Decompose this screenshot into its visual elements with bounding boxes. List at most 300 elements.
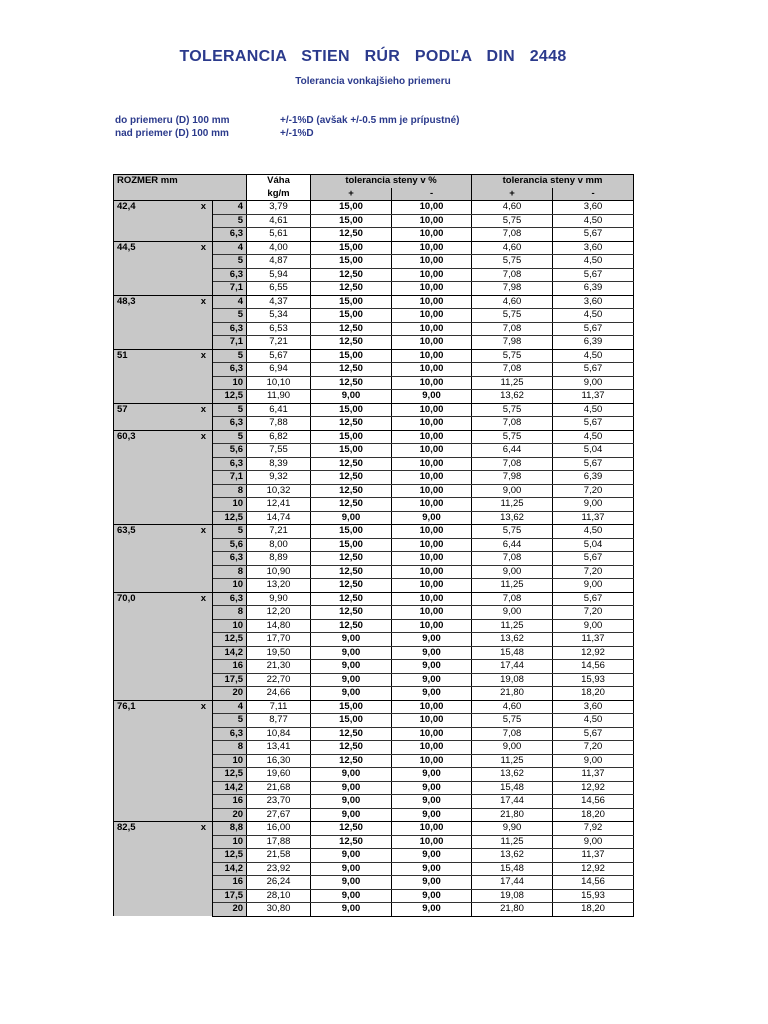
tol-pct-minus-cell: 9,00	[392, 862, 472, 876]
weight-kg-m-cell: 6,94	[247, 363, 311, 377]
tol-mm-minus-cell: 9,00	[553, 835, 634, 849]
tol-pct-minus-cell: 10,00	[392, 835, 472, 849]
tol-pct-minus-cell: 9,00	[392, 646, 472, 660]
weight-kg-m-cell: 8,39	[247, 457, 311, 471]
tol-mm-minus-cell: 15,93	[553, 889, 634, 903]
weight-kg-m-cell: 7,55	[247, 444, 311, 458]
wall-thickness-cell: 6,3	[213, 592, 247, 606]
tol-mm-minus-cell: 3,60	[553, 700, 634, 714]
tol-pct-minus-cell: 10,00	[392, 430, 472, 444]
tol-mm-minus-cell: 7,20	[553, 565, 634, 579]
tol-pct-plus-cell: 12,50	[311, 822, 392, 836]
tol-mm-plus-cell: 11,25	[472, 619, 553, 633]
wall-thickness-cell: 20	[213, 687, 247, 701]
times-sign: x	[200, 822, 206, 833]
header-tol-mm: tolerancia steny v mm	[472, 175, 634, 188]
tol-pct-minus-cell: 10,00	[392, 565, 472, 579]
tol-mm-minus-cell: 18,20	[553, 808, 634, 822]
note-label: do priemeru (D) 100 mm	[115, 115, 230, 126]
diameter-cell	[114, 822, 213, 917]
diameter-value: 63,5	[117, 525, 136, 536]
tol-pct-minus-cell: 10,00	[392, 295, 472, 309]
tol-pct-plus-cell: 12,50	[311, 835, 392, 849]
diameter-value: 60,3	[117, 430, 136, 442]
tol-mm-plus-cell: 7,08	[472, 363, 553, 377]
tol-pct-minus-cell: 10,00	[392, 322, 472, 336]
tol-pct-minus-cell: 10,00	[392, 579, 472, 593]
weight-kg-m-cell: 8,89	[247, 552, 311, 566]
weight-kg-m-cell: 13,20	[247, 579, 311, 593]
tol-pct-plus-cell: 12,50	[311, 579, 392, 593]
tol-pct-minus-cell: 10,00	[392, 484, 472, 498]
wall-thickness-cell: 10	[213, 754, 247, 768]
diameter-value: 44,5	[117, 241, 136, 253]
weight-kg-m-cell: 30,80	[247, 903, 311, 917]
wall-thickness-cell: 5	[213, 714, 247, 728]
tol-pct-plus-cell: 9,00	[311, 808, 392, 822]
tol-pct-minus-cell: 10,00	[392, 741, 472, 755]
table-body	[114, 201, 634, 917]
tol-pct-minus-cell: 10,00	[392, 214, 472, 228]
tol-mm-minus-cell: 3,60	[553, 295, 634, 309]
wall-thickness-cell: 16	[213, 876, 247, 890]
tol-pct-plus-cell: 15,00	[311, 538, 392, 552]
tol-pct-minus-cell: 10,00	[392, 754, 472, 768]
tol-mm-plus-cell: 7,08	[472, 457, 553, 471]
header-row	[114, 175, 634, 188]
tol-mm-plus-cell: 7,08	[472, 228, 553, 242]
tol-pct-minus-cell: 10,00	[392, 727, 472, 741]
tol-mm-plus-cell: 19,08	[472, 889, 553, 903]
times-sign: x	[200, 241, 206, 253]
weight-kg-m-cell: 24,66	[247, 687, 311, 701]
tol-mm-minus-cell: 6,39	[553, 471, 634, 485]
tol-mm-minus-cell: 9,00	[553, 579, 634, 593]
weight-kg-m-cell: 14,74	[247, 511, 311, 525]
weight-kg-m-cell: 7,21	[247, 525, 311, 539]
tol-mm-minus-cell: 3,60	[553, 241, 634, 255]
tol-pct-plus-cell: 12,50	[311, 565, 392, 579]
tol-pct-plus-cell: 9,00	[311, 849, 392, 863]
tol-pct-minus-cell: 10,00	[392, 700, 472, 714]
weight-kg-m-cell: 17,70	[247, 633, 311, 647]
tol-pct-minus-cell: 9,00	[392, 390, 472, 404]
tol-pct-plus-cell: 15,00	[311, 309, 392, 323]
tol-mm-minus-cell: 14,56	[553, 876, 634, 890]
wall-thickness-cell: 12,5	[213, 768, 247, 782]
tol-pct-plus-cell: 9,00	[311, 903, 392, 917]
tol-mm-minus-cell: 3,60	[553, 201, 634, 215]
tol-mm-minus-cell: 18,20	[553, 687, 634, 701]
tol-mm-plus-cell: 7,98	[472, 282, 553, 296]
wall-thickness-cell: 5	[213, 349, 247, 363]
diameter-cell	[114, 241, 213, 295]
tol-pct-minus-cell: 9,00	[392, 808, 472, 822]
tol-mm-plus-cell: 17,44	[472, 795, 553, 809]
tol-pct-plus-cell: 12,50	[311, 417, 392, 431]
tol-mm-minus-cell: 4,50	[553, 309, 634, 323]
tol-mm-plus-cell: 6,44	[472, 538, 553, 552]
tol-pct-plus-cell: 15,00	[311, 444, 392, 458]
weight-kg-m-cell: 11,90	[247, 390, 311, 404]
weight-kg-m-cell: 19,50	[247, 646, 311, 660]
tol-pct-minus-cell: 10,00	[392, 268, 472, 282]
diameter-cell	[114, 201, 213, 242]
page-subtitle: Tolerancia vonkajšieho priemeru	[295, 76, 451, 87]
tol-mm-minus-cell: 4,50	[553, 403, 634, 417]
wall-thickness-cell: 6,3	[213, 727, 247, 741]
wall-thickness-cell: 6,3	[213, 417, 247, 431]
wall-thickness-cell: 6,3	[213, 363, 247, 377]
tol-mm-plus-cell: 5,75	[472, 525, 553, 539]
tol-pct-plus-cell: 12,50	[311, 619, 392, 633]
tol-mm-plus-cell: 5,75	[472, 255, 553, 269]
diameter-cell	[114, 592, 213, 700]
tol-mm-minus-cell: 18,20	[553, 903, 634, 917]
wall-thickness-cell: 16	[213, 795, 247, 809]
tol-pct-plus-cell: 12,50	[311, 592, 392, 606]
wall-thickness-cell: 17,5	[213, 673, 247, 687]
tol-mm-minus-cell: 5,67	[553, 457, 634, 471]
weight-kg-m-cell: 6,82	[247, 430, 311, 444]
tol-mm-minus-cell: 6,39	[553, 282, 634, 296]
tol-pct-minus-cell: 10,00	[392, 228, 472, 242]
weight-kg-m-cell: 5,34	[247, 309, 311, 323]
tol-mm-plus-cell: 21,80	[472, 687, 553, 701]
wall-thickness-cell: 5	[213, 525, 247, 539]
table-row	[114, 592, 634, 606]
tol-mm-plus-cell: 5,75	[472, 309, 553, 323]
tol-mm-minus-cell: 5,67	[553, 552, 634, 566]
tol-mm-plus-cell: 13,62	[472, 511, 553, 525]
tol-mm-minus-cell: 5,67	[553, 417, 634, 431]
tol-pct-minus-cell: 9,00	[392, 876, 472, 890]
tol-mm-plus-cell: 7,08	[472, 268, 553, 282]
tol-pct-minus-cell: 10,00	[392, 241, 472, 255]
tol-pct-plus-cell: 15,00	[311, 525, 392, 539]
weight-kg-m-cell: 16,00	[247, 822, 311, 836]
weight-kg-m-cell: 8,00	[247, 538, 311, 552]
tol-mm-plus-cell: 11,25	[472, 754, 553, 768]
tol-mm-plus-cell: 11,25	[472, 835, 553, 849]
header-pct-minus: -	[392, 188, 472, 201]
weight-kg-m-cell: 10,32	[247, 484, 311, 498]
tol-pct-minus-cell: 9,00	[392, 660, 472, 674]
table-row	[114, 241, 634, 255]
tol-pct-plus-cell: 12,50	[311, 727, 392, 741]
wall-thickness-cell: 4	[213, 700, 247, 714]
tol-pct-minus-cell: 10,00	[392, 592, 472, 606]
wall-thickness-cell: 5	[213, 430, 247, 444]
tol-pct-plus-cell: 12,50	[311, 322, 392, 336]
weight-kg-m-cell: 9,32	[247, 471, 311, 485]
header-vaha-unit: kg/m	[247, 188, 311, 201]
tol-pct-minus-cell: 9,00	[392, 768, 472, 782]
diameter-value: 82,5	[117, 822, 136, 833]
wall-thickness-cell: 6,3	[213, 268, 247, 282]
tol-pct-minus-cell: 10,00	[392, 714, 472, 728]
tol-mm-minus-cell: 12,92	[553, 781, 634, 795]
table-row	[114, 822, 634, 836]
weight-kg-m-cell: 26,24	[247, 876, 311, 890]
tol-mm-minus-cell: 4,50	[553, 714, 634, 728]
wall-thickness-cell: 5	[213, 309, 247, 323]
tol-mm-plus-cell: 13,62	[472, 768, 553, 782]
tol-mm-minus-cell: 7,20	[553, 741, 634, 755]
weight-kg-m-cell: 10,84	[247, 727, 311, 741]
tol-pct-plus-cell: 9,00	[311, 660, 392, 674]
tol-mm-minus-cell: 4,50	[553, 525, 634, 539]
tol-mm-minus-cell: 5,67	[553, 727, 634, 741]
weight-kg-m-cell: 4,87	[247, 255, 311, 269]
weight-kg-m-cell: 16,30	[247, 754, 311, 768]
wall-thickness-cell: 4	[213, 295, 247, 309]
diameter-cell	[114, 403, 213, 430]
weight-kg-m-cell: 21,68	[247, 781, 311, 795]
diameter-value: 42,4	[117, 201, 136, 212]
diameter-cell	[114, 349, 213, 403]
tol-pct-plus-cell: 12,50	[311, 363, 392, 377]
times-sign: x	[200, 525, 206, 536]
tol-mm-plus-cell: 7,08	[472, 592, 553, 606]
times-sign: x	[200, 592, 206, 604]
tol-mm-minus-cell: 11,37	[553, 390, 634, 404]
tol-mm-plus-cell: 15,48	[472, 862, 553, 876]
tol-mm-plus-cell: 7,98	[472, 336, 553, 350]
weight-kg-m-cell: 13,41	[247, 741, 311, 755]
header-rozmer-blank	[114, 188, 247, 201]
tol-pct-minus-cell: 9,00	[392, 795, 472, 809]
tol-pct-plus-cell: 12,50	[311, 471, 392, 485]
tol-pct-plus-cell: 9,00	[311, 633, 392, 647]
weight-kg-m-cell: 7,21	[247, 336, 311, 350]
tol-pct-plus-cell: 9,00	[311, 876, 392, 890]
tol-mm-minus-cell: 5,67	[553, 322, 634, 336]
tol-pct-minus-cell: 10,00	[392, 822, 472, 836]
wall-thickness-cell: 5,6	[213, 538, 247, 552]
wall-thickness-cell: 6,3	[213, 322, 247, 336]
weight-kg-m-cell: 5,94	[247, 268, 311, 282]
tol-pct-plus-cell: 15,00	[311, 700, 392, 714]
wall-thickness-cell: 14,2	[213, 781, 247, 795]
tol-mm-minus-cell: 5,67	[553, 363, 634, 377]
wall-thickness-cell: 20	[213, 808, 247, 822]
wall-thickness-cell: 12,5	[213, 849, 247, 863]
tol-pct-plus-cell: 9,00	[311, 862, 392, 876]
tolerance-table	[113, 174, 634, 917]
tol-pct-plus-cell: 12,50	[311, 498, 392, 512]
times-sign: x	[200, 430, 206, 442]
tol-mm-plus-cell: 17,44	[472, 660, 553, 674]
tol-mm-minus-cell: 14,56	[553, 795, 634, 809]
tol-mm-plus-cell: 11,25	[472, 498, 553, 512]
tol-mm-minus-cell: 11,37	[553, 849, 634, 863]
tol-mm-minus-cell: 5,67	[553, 592, 634, 606]
tol-pct-plus-cell: 15,00	[311, 241, 392, 255]
wall-thickness-cell: 5,6	[213, 444, 247, 458]
weight-kg-m-cell: 23,92	[247, 862, 311, 876]
tol-pct-plus-cell: 15,00	[311, 403, 392, 417]
tol-pct-minus-cell: 10,00	[392, 282, 472, 296]
weight-kg-m-cell: 5,61	[247, 228, 311, 242]
tol-mm-plus-cell: 4,60	[472, 700, 553, 714]
diameter-value: 57	[117, 403, 128, 415]
wall-thickness-cell: 8	[213, 484, 247, 498]
tol-pct-plus-cell: 12,50	[311, 741, 392, 755]
wall-thickness-cell: 5	[213, 214, 247, 228]
tol-mm-plus-cell: 7,08	[472, 552, 553, 566]
weight-kg-m-cell: 6,41	[247, 403, 311, 417]
weight-kg-m-cell: 22,70	[247, 673, 311, 687]
wall-thickness-cell: 10	[213, 619, 247, 633]
tol-pct-plus-cell: 9,00	[311, 781, 392, 795]
table-row	[114, 430, 634, 444]
tol-mm-plus-cell: 9,00	[472, 484, 553, 498]
wall-thickness-cell: 6,3	[213, 228, 247, 242]
tol-mm-minus-cell: 5,04	[553, 444, 634, 458]
tol-pct-plus-cell: 15,00	[311, 349, 392, 363]
tol-pct-plus-cell: 12,50	[311, 484, 392, 498]
weight-kg-m-cell: 10,10	[247, 376, 311, 390]
wall-thickness-cell: 10	[213, 835, 247, 849]
tol-pct-plus-cell: 9,00	[311, 795, 392, 809]
tol-pct-minus-cell: 10,00	[392, 619, 472, 633]
tol-mm-minus-cell: 12,92	[553, 862, 634, 876]
weight-kg-m-cell: 12,20	[247, 606, 311, 620]
tol-mm-minus-cell: 4,50	[553, 430, 634, 444]
tol-pct-minus-cell: 10,00	[392, 309, 472, 323]
wall-thickness-cell: 12,5	[213, 390, 247, 404]
tol-mm-plus-cell: 4,60	[472, 295, 553, 309]
tol-mm-plus-cell: 5,75	[472, 349, 553, 363]
times-sign: x	[200, 700, 206, 712]
tol-mm-plus-cell: 4,60	[472, 241, 553, 255]
tol-pct-minus-cell: 10,00	[392, 417, 472, 431]
tol-pct-minus-cell: 10,00	[392, 336, 472, 350]
diameter-cell	[114, 430, 213, 525]
weight-kg-m-cell: 14,80	[247, 619, 311, 633]
wall-thickness-cell: 8	[213, 741, 247, 755]
tol-pct-minus-cell: 10,00	[392, 201, 472, 215]
weight-kg-m-cell: 7,11	[247, 700, 311, 714]
table-row	[114, 525, 634, 539]
tol-pct-minus-cell: 9,00	[392, 903, 472, 917]
tol-mm-minus-cell: 6,39	[553, 336, 634, 350]
weight-kg-m-cell: 7,88	[247, 417, 311, 431]
tol-pct-minus-cell: 10,00	[392, 403, 472, 417]
tol-mm-minus-cell: 12,92	[553, 646, 634, 660]
tol-mm-plus-cell: 5,75	[472, 214, 553, 228]
wall-thickness-cell: 17,5	[213, 889, 247, 903]
note-value: +/-1%D (avšak +/-0.5 mm je prípustné)	[280, 115, 460, 126]
header-mm-minus: -	[553, 188, 634, 201]
tol-pct-plus-cell: 15,00	[311, 295, 392, 309]
note-label: nad priemer (D) 100 mm	[115, 128, 229, 139]
wall-thickness-cell: 4	[213, 201, 247, 215]
tol-mm-minus-cell: 9,00	[553, 498, 634, 512]
tol-mm-plus-cell: 11,25	[472, 579, 553, 593]
tol-pct-minus-cell: 10,00	[392, 552, 472, 566]
wall-thickness-cell: 16	[213, 660, 247, 674]
wall-thickness-cell: 14,2	[213, 862, 247, 876]
weight-kg-m-cell: 21,30	[247, 660, 311, 674]
tol-mm-plus-cell: 21,80	[472, 903, 553, 917]
tol-pct-plus-cell: 9,00	[311, 646, 392, 660]
tol-pct-plus-cell: 12,50	[311, 268, 392, 282]
tol-mm-minus-cell: 4,50	[553, 255, 634, 269]
tol-mm-minus-cell: 4,50	[553, 349, 634, 363]
weight-kg-m-cell: 3,79	[247, 201, 311, 215]
wall-thickness-cell: 7,1	[213, 471, 247, 485]
tol-pct-plus-cell: 9,00	[311, 511, 392, 525]
wall-thickness-cell: 5	[213, 403, 247, 417]
wall-thickness-cell: 6,3	[213, 457, 247, 471]
wall-thickness-cell: 8	[213, 565, 247, 579]
tol-mm-minus-cell: 7,92	[553, 822, 634, 836]
header-vaha: Váha	[247, 175, 311, 188]
note-value: +/-1%D	[280, 128, 314, 139]
tol-mm-plus-cell: 15,48	[472, 781, 553, 795]
wall-thickness-cell: 20	[213, 903, 247, 917]
tol-pct-minus-cell: 10,00	[392, 255, 472, 269]
header-rozmer: ROZMER mm	[114, 175, 247, 188]
tol-pct-minus-cell: 10,00	[392, 498, 472, 512]
wall-thickness-cell: 14,2	[213, 646, 247, 660]
tol-pct-plus-cell: 15,00	[311, 255, 392, 269]
tol-pct-plus-cell: 12,50	[311, 754, 392, 768]
tol-mm-plus-cell: 5,75	[472, 430, 553, 444]
header-mm-plus: +	[472, 188, 553, 201]
tol-pct-minus-cell: 9,00	[392, 673, 472, 687]
tol-mm-plus-cell: 13,62	[472, 849, 553, 863]
tol-mm-minus-cell: 5,67	[553, 268, 634, 282]
tol-mm-minus-cell: 5,67	[553, 228, 634, 242]
header-tol-pct: tolerancia steny v %	[311, 175, 472, 188]
table-row	[114, 403, 634, 417]
tol-mm-minus-cell: 11,37	[553, 511, 634, 525]
tol-mm-plus-cell: 15,48	[472, 646, 553, 660]
wall-thickness-cell: 12,5	[213, 511, 247, 525]
diameter-value: 70,0	[117, 592, 136, 604]
wall-thickness-cell: 12,5	[213, 633, 247, 647]
tol-mm-plus-cell: 17,44	[472, 876, 553, 890]
tol-pct-plus-cell: 12,50	[311, 606, 392, 620]
tol-mm-minus-cell: 15,93	[553, 673, 634, 687]
tol-pct-plus-cell: 12,50	[311, 552, 392, 566]
weight-kg-m-cell: 27,67	[247, 808, 311, 822]
weight-kg-m-cell: 6,55	[247, 282, 311, 296]
times-sign: x	[200, 295, 206, 307]
wall-thickness-cell: 10	[213, 376, 247, 390]
wall-thickness-cell: 7,1	[213, 336, 247, 350]
note-line-1	[115, 115, 460, 126]
weight-kg-m-cell: 12,41	[247, 498, 311, 512]
weight-kg-m-cell: 23,70	[247, 795, 311, 809]
tol-mm-plus-cell: 4,60	[472, 201, 553, 215]
note-line-2	[115, 128, 314, 139]
tol-mm-plus-cell: 19,08	[472, 673, 553, 687]
tol-pct-minus-cell: 10,00	[392, 363, 472, 377]
tol-pct-minus-cell: 9,00	[392, 687, 472, 701]
tol-mm-plus-cell: 7,08	[472, 322, 553, 336]
wall-thickness-cell: 8	[213, 606, 247, 620]
tol-pct-plus-cell: 9,00	[311, 687, 392, 701]
table-row	[114, 700, 634, 714]
tol-mm-minus-cell: 7,20	[553, 484, 634, 498]
tol-mm-plus-cell: 5,75	[472, 714, 553, 728]
weight-kg-m-cell: 21,58	[247, 849, 311, 863]
diameter-value: 48,3	[117, 295, 136, 307]
